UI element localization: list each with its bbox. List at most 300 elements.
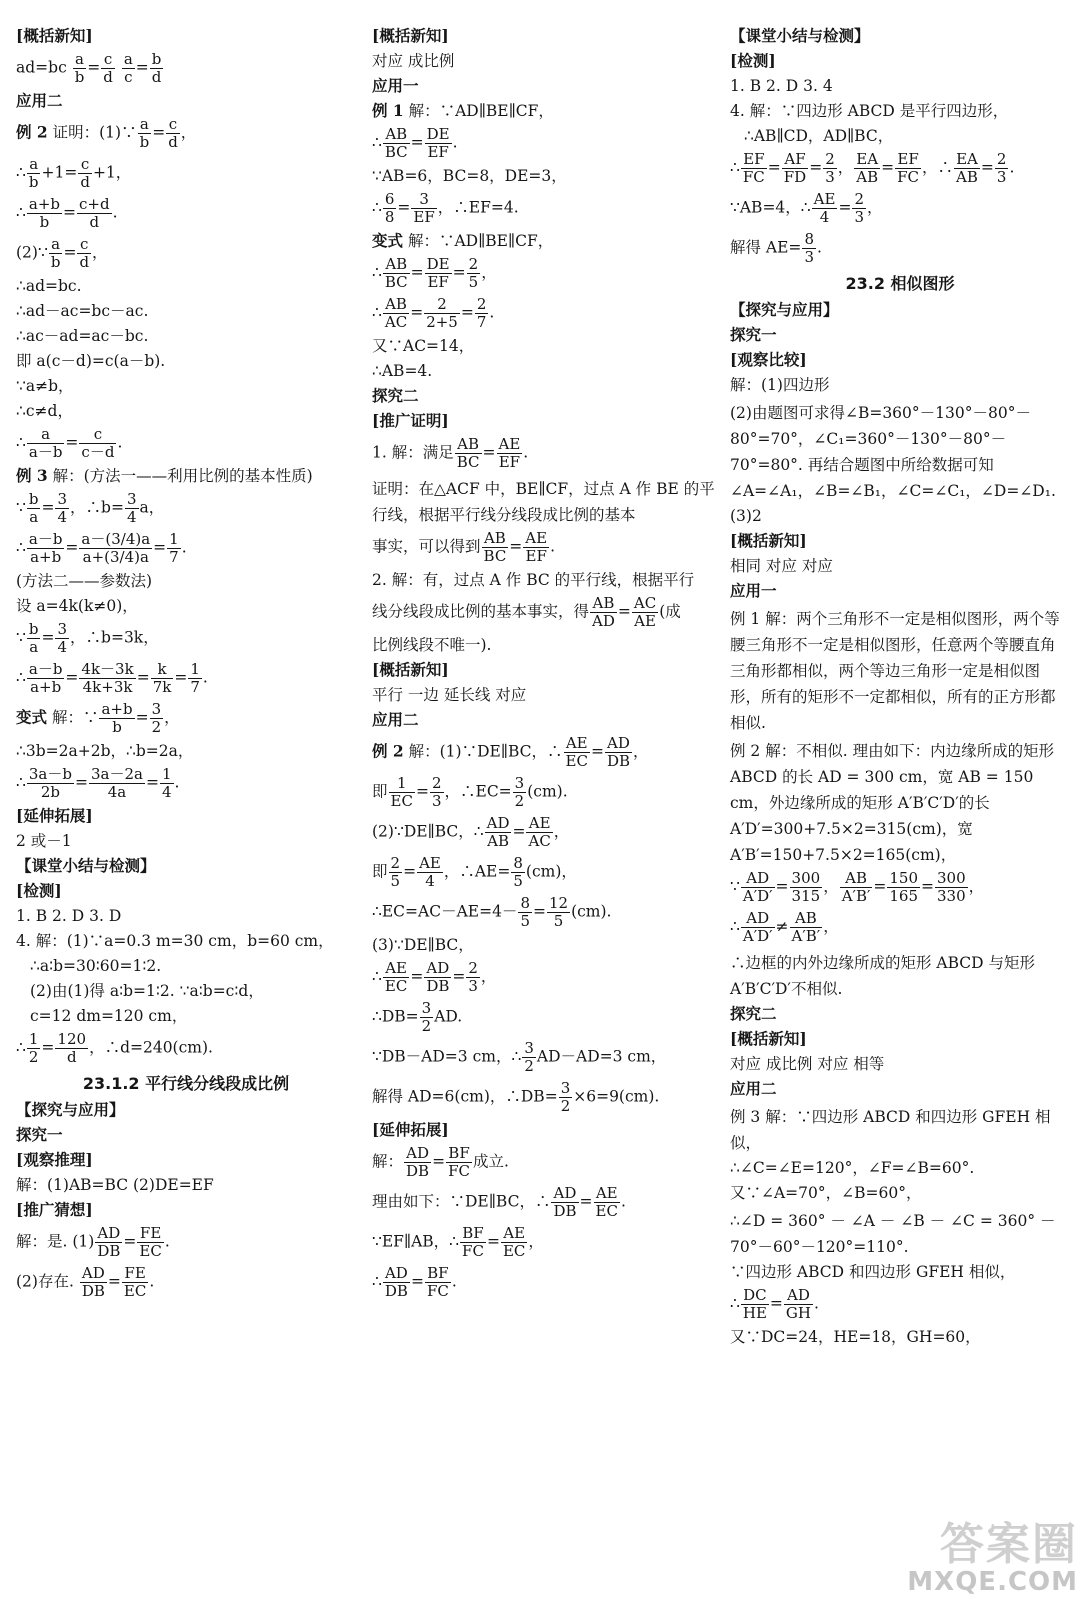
fraction-denominator: FC bbox=[462, 1242, 484, 1260]
text-run: . bbox=[816, 238, 822, 257]
math-line bbox=[372, 595, 717, 630]
fraction-denominator: b bbox=[50, 253, 61, 271]
fraction bbox=[55, 491, 69, 526]
fraction bbox=[138, 116, 152, 151]
math-line bbox=[372, 296, 717, 331]
text-paragraph: 证明：在△ACF 中，BE∥CF，过点 A 作 BE 的平行线，根据平行线分线段成比例的基本 bbox=[372, 480, 715, 524]
text-line: 4. 解：(1)∵a=0.3 m=30 cm，b=60 cm， bbox=[16, 932, 334, 950]
fraction-denominator: c bbox=[124, 68, 133, 86]
text-run: = bbox=[410, 133, 424, 152]
text-run: 解：∵AD∥BE∥CF， bbox=[403, 232, 554, 250]
fraction-denominator: 4 bbox=[819, 208, 830, 226]
fraction-numerator: AE bbox=[501, 1225, 527, 1243]
math-line bbox=[730, 151, 1070, 186]
fraction bbox=[383, 296, 409, 331]
text-run: . bbox=[1009, 158, 1015, 177]
text-line: 解：(1)AB=BC (2)DE=EF bbox=[16, 1176, 214, 1194]
fraction-numerator: EF bbox=[895, 151, 921, 169]
fraction-numerator: 300 bbox=[937, 869, 966, 887]
text-run: ，∴EC= bbox=[444, 782, 512, 801]
math-line bbox=[372, 1225, 717, 1260]
fraction-denominator: a－b bbox=[28, 443, 63, 461]
fraction-denominator: 4a bbox=[107, 783, 127, 801]
fraction bbox=[559, 1080, 573, 1115]
fraction bbox=[547, 895, 570, 930]
text-run: ∴ bbox=[372, 1272, 382, 1291]
text-run: = bbox=[512, 822, 526, 841]
fraction-numerator: AE bbox=[498, 435, 521, 453]
math-line bbox=[372, 256, 717, 291]
fraction-numerator: AD bbox=[741, 870, 775, 888]
text-run: = bbox=[881, 158, 895, 177]
fraction-numerator: 300 bbox=[791, 869, 821, 887]
fraction-denominator: d bbox=[80, 173, 90, 191]
fraction bbox=[27, 531, 65, 566]
section-heading: [概括新知] bbox=[730, 531, 807, 550]
fraction-numerator: k bbox=[151, 661, 174, 679]
fraction-numerator: AB bbox=[482, 530, 509, 548]
text-run: ∴ bbox=[16, 668, 26, 687]
text-line: 设 a=4k(k≠0)， bbox=[16, 597, 138, 615]
fraction-denominator: d bbox=[79, 253, 90, 271]
fraction bbox=[79, 661, 135, 696]
fraction-numerator: 3 bbox=[514, 774, 525, 792]
text-run: = bbox=[145, 773, 159, 792]
fraction-numerator: 8 bbox=[520, 894, 530, 912]
fraction-numerator: AE bbox=[419, 854, 441, 872]
text-run: = bbox=[509, 537, 523, 556]
fraction-numerator: c bbox=[77, 236, 91, 254]
fraction-denominator: 4 bbox=[161, 783, 172, 801]
text-run: = bbox=[65, 433, 79, 452]
fraction bbox=[594, 1185, 620, 1220]
fraction-denominator: 5 bbox=[468, 273, 479, 291]
math-line bbox=[730, 910, 1070, 945]
fraction bbox=[513, 775, 527, 810]
math-line bbox=[16, 1265, 356, 1300]
fraction-numerator: 120 bbox=[57, 1030, 87, 1048]
text-line: ∴c≠d， bbox=[16, 402, 73, 420]
text-run: = bbox=[767, 158, 781, 177]
fraction bbox=[417, 855, 443, 890]
fraction-numerator: EF bbox=[741, 151, 767, 169]
text-run: . bbox=[813, 1294, 819, 1313]
fraction-numerator: 1 bbox=[161, 765, 172, 783]
fraction bbox=[446, 1145, 472, 1180]
fraction-denominator: 5 bbox=[520, 912, 530, 930]
text-line: 对应 成比例 bbox=[372, 52, 455, 70]
text-run: (2)存在. bbox=[16, 1272, 79, 1291]
fraction-numerator: 3 bbox=[524, 1039, 534, 1057]
text-run: ∵ bbox=[16, 628, 26, 647]
math-line bbox=[16, 236, 356, 271]
fraction-numerator: 3a－2a bbox=[90, 765, 143, 783]
text-run: . bbox=[149, 1272, 155, 1291]
fraction bbox=[125, 491, 139, 526]
text-run: ∵DB－AD=3 cm，∴ bbox=[372, 1047, 522, 1066]
fraction bbox=[741, 870, 775, 905]
text-run: 即 bbox=[372, 862, 388, 881]
fraction-denominator: 2 bbox=[28, 1048, 39, 1066]
text-run: ，∴EF=4. bbox=[437, 198, 519, 217]
fraction-numerator: AD bbox=[486, 814, 510, 832]
fraction-numerator: DC bbox=[741, 1287, 769, 1305]
fraction-numerator: FE bbox=[137, 1225, 163, 1243]
text-line: (3)2 bbox=[730, 507, 762, 525]
text-run: = bbox=[590, 742, 604, 761]
fraction bbox=[80, 1265, 107, 1300]
math-line bbox=[16, 466, 356, 486]
text-run: ∴ bbox=[372, 263, 382, 282]
fraction bbox=[852, 191, 866, 226]
section-heading: [概括新知] bbox=[730, 1029, 807, 1048]
fraction-numerator: DE bbox=[426, 125, 450, 143]
text-run: ， bbox=[837, 158, 854, 177]
fraction-denominator: EC bbox=[502, 1242, 526, 1260]
section-heading: 探究二 bbox=[730, 1004, 777, 1023]
fraction bbox=[383, 256, 410, 291]
text-run: 解得 AD=6(cm)，∴DB= bbox=[372, 1087, 558, 1106]
fraction-denominator: 315 bbox=[791, 887, 821, 905]
fraction bbox=[840, 870, 873, 905]
fraction bbox=[79, 531, 152, 566]
text-line: 比例线段不唯一). bbox=[372, 636, 492, 654]
text-run: ∴ bbox=[730, 1294, 740, 1313]
section-heading: 应用一 bbox=[372, 76, 419, 95]
fraction-denominator: A′B′ bbox=[791, 927, 821, 945]
fraction-denominator: EC bbox=[565, 752, 588, 770]
fraction-numerator: a bbox=[27, 156, 41, 174]
text-line: ∴ac－ad=ac－bc. bbox=[16, 327, 149, 345]
fraction-denominator: EC bbox=[384, 977, 408, 995]
fraction-numerator: a+b bbox=[28, 195, 60, 213]
section-heading: 探究二 bbox=[372, 386, 419, 405]
fraction bbox=[150, 701, 164, 736]
fraction-numerator: 1 bbox=[190, 660, 200, 678]
column-right bbox=[730, 26, 1070, 1352]
section-heading: [观察比较] bbox=[730, 350, 807, 369]
text-run: = bbox=[775, 877, 789, 896]
text-run: ， bbox=[823, 877, 839, 896]
section-heading: 【课堂小结与检测】 bbox=[16, 856, 156, 875]
fraction bbox=[79, 426, 116, 461]
fraction-denominator: d bbox=[103, 68, 113, 86]
fraction-denominator: 4 bbox=[57, 508, 68, 526]
math-line bbox=[372, 895, 717, 930]
fraction-numerator: 2 bbox=[825, 150, 835, 168]
fraction bbox=[411, 191, 436, 226]
text-run: 解得 AE= bbox=[730, 238, 802, 257]
fraction-numerator: b bbox=[151, 50, 162, 68]
fraction bbox=[522, 1040, 536, 1075]
fraction bbox=[150, 51, 164, 86]
fraction-denominator: 2b bbox=[40, 783, 60, 801]
text-run: ad=bc bbox=[16, 58, 72, 77]
fraction-numerator: EA bbox=[854, 151, 880, 169]
fraction-denominator: 3 bbox=[854, 208, 864, 226]
section-heading: 探究一 bbox=[16, 1125, 63, 1144]
text-run: . bbox=[620, 1192, 626, 1211]
fraction-denominator: 7 bbox=[476, 313, 487, 331]
fraction-numerator: AE bbox=[526, 815, 552, 833]
fraction bbox=[27, 1031, 41, 1066]
fraction-numerator: AD bbox=[741, 910, 775, 928]
text-run: ， bbox=[528, 1232, 544, 1251]
fraction bbox=[518, 895, 532, 930]
text-run: = bbox=[452, 263, 466, 282]
fraction bbox=[27, 156, 41, 191]
text-run: = bbox=[410, 303, 424, 322]
fraction-numerator: 3 bbox=[126, 490, 137, 508]
text-run: = bbox=[482, 443, 496, 462]
fraction bbox=[27, 491, 41, 526]
fraction-denominator: 2 bbox=[560, 1097, 571, 1115]
fraction bbox=[551, 1185, 578, 1220]
math-line bbox=[372, 735, 717, 770]
text-run: +1， bbox=[92, 163, 132, 182]
fraction-numerator: 1 bbox=[28, 1030, 39, 1048]
fraction-denominator: d bbox=[168, 133, 178, 151]
text-run: . bbox=[452, 133, 458, 152]
text-run: . bbox=[112, 203, 118, 222]
text-line: 平行 一边 延长线 对应 bbox=[372, 686, 527, 704]
fraction bbox=[425, 1265, 451, 1300]
fraction-numerator: 2 bbox=[476, 295, 487, 313]
text-line: (方法二——参数法) bbox=[16, 572, 153, 590]
math-line bbox=[16, 491, 356, 526]
fraction-denominator: 330 bbox=[937, 887, 966, 905]
fraction-denominator: FC bbox=[448, 1162, 470, 1180]
text-run: 解：(方法一——利用比例的基本性质) bbox=[47, 467, 313, 485]
text-run: ∴ bbox=[16, 163, 26, 182]
fraction-denominator: AB bbox=[856, 168, 879, 186]
text-run: 解：(1)∵DE∥BC，∴ bbox=[403, 742, 563, 761]
text-run: = bbox=[769, 1294, 783, 1313]
math-line bbox=[372, 1080, 717, 1115]
fraction bbox=[455, 436, 482, 471]
text-run: = bbox=[579, 1192, 593, 1211]
text-run: ∴DB= bbox=[372, 1007, 419, 1026]
fraction-denominator: 4 bbox=[126, 508, 137, 526]
text-run: ∴EC=AC－AE=4－ bbox=[372, 902, 518, 921]
fraction-numerator: BF bbox=[460, 1225, 486, 1243]
text-line: 4. 解：∵四边形 ABCD 是平行四边形， bbox=[730, 102, 1009, 120]
text-run: 线分线段成比例的基本事实，得 bbox=[372, 602, 590, 621]
fraction-denominator: 165 bbox=[889, 887, 919, 905]
fraction-numerator: AC bbox=[633, 594, 657, 612]
fraction-numerator: a bbox=[49, 236, 63, 254]
fraction bbox=[741, 151, 767, 186]
fraction bbox=[526, 815, 552, 850]
fraction-denominator: DB bbox=[606, 752, 631, 770]
fraction-numerator: AF bbox=[782, 151, 808, 169]
fraction bbox=[188, 661, 202, 696]
fraction-denominator: FC bbox=[426, 1282, 449, 1300]
text-run: ∴ bbox=[16, 773, 26, 792]
math-line bbox=[730, 191, 1070, 226]
fraction bbox=[151, 661, 174, 696]
text-run: (2)∵ bbox=[16, 243, 48, 262]
fraction-numerator: AB bbox=[840, 870, 873, 888]
fraction-denominator: FC bbox=[742, 168, 765, 186]
fraction bbox=[425, 256, 452, 291]
fraction-denominator: 3 bbox=[804, 248, 814, 266]
fraction-numerator: AE bbox=[594, 1185, 620, 1203]
text-run: ≠ bbox=[775, 917, 789, 936]
fraction bbox=[497, 436, 523, 471]
fraction-numerator: AE bbox=[525, 529, 548, 547]
fraction-numerator: AB bbox=[383, 296, 409, 314]
fraction-denominator: b bbox=[112, 718, 122, 736]
text-paragraph: ∴∠D = 360° － ∠A － ∠B － ∠C = 360° － 70°－60°－120°=110°. bbox=[730, 1212, 1056, 1256]
text-run: ，∴d=240(cm). bbox=[89, 1038, 213, 1057]
text-run: 理由如下：∵DE∥BC，∴ bbox=[372, 1192, 551, 1211]
text-run: = bbox=[873, 877, 887, 896]
fraction-denominator: AC bbox=[384, 313, 408, 331]
text-run: ∴ bbox=[16, 538, 26, 557]
text-line: ∴∠C=∠E=120°，∠F=∠B=60°. bbox=[730, 1159, 975, 1177]
fraction-numerator: 3 bbox=[421, 999, 432, 1017]
fraction-denominator: b bbox=[139, 133, 150, 151]
math-line bbox=[16, 701, 356, 736]
math-line bbox=[16, 766, 356, 801]
math-line bbox=[16, 51, 356, 86]
fraction bbox=[89, 766, 145, 801]
fraction bbox=[383, 1265, 410, 1300]
fraction-numerator: 2 bbox=[854, 190, 864, 208]
text-run: = bbox=[41, 498, 55, 517]
section-title: 23.1.2 平行线分线段成比例 bbox=[82, 1074, 290, 1093]
fraction-numerator: 3 bbox=[411, 191, 436, 209]
text-run: (cm). bbox=[527, 782, 568, 801]
fraction-denominator: 2+5 bbox=[426, 313, 458, 331]
fraction-denominator: EC bbox=[595, 1202, 618, 1220]
section-heading: [延伸拓展] bbox=[372, 1120, 449, 1139]
fraction-numerator: a+b bbox=[101, 700, 133, 718]
fraction bbox=[389, 855, 403, 890]
text-run: = bbox=[74, 773, 88, 792]
fraction bbox=[137, 1225, 163, 1260]
example-label: 例 1 bbox=[372, 101, 404, 120]
fraction bbox=[122, 51, 135, 86]
text-line: 解：(1)四边形 bbox=[730, 376, 830, 394]
fraction-numerator: AE bbox=[564, 735, 590, 753]
text-line: 又∵DC=24，HE=18，GH=60， bbox=[730, 1328, 981, 1346]
text-run: = bbox=[921, 877, 935, 896]
math-line bbox=[372, 126, 717, 161]
fraction-numerator: a bbox=[123, 50, 133, 68]
text-run: AD. bbox=[434, 1007, 463, 1026]
math-line bbox=[372, 775, 717, 810]
text-run: ， bbox=[92, 243, 108, 262]
text-line: ∴a∶b=30∶60=1∶2. bbox=[30, 957, 162, 975]
section-heading: 探究一 bbox=[730, 325, 777, 344]
fraction bbox=[99, 701, 134, 736]
fraction bbox=[887, 870, 920, 905]
fraction bbox=[564, 735, 590, 770]
fraction-numerator: a－b bbox=[28, 660, 63, 678]
text-run: = bbox=[397, 198, 411, 217]
text-run: ∴ bbox=[372, 198, 382, 217]
fraction bbox=[632, 595, 658, 630]
text-run: = bbox=[403, 862, 417, 881]
fraction-numerator: c bbox=[166, 116, 180, 134]
section-heading: 【课堂小结与检测】 bbox=[730, 26, 870, 45]
text-run: = bbox=[415, 782, 429, 801]
text-run: = bbox=[135, 58, 149, 77]
fraction-denominator: A′D′ bbox=[742, 927, 773, 945]
fraction-denominator: 8 bbox=[384, 208, 395, 226]
text-run: ∵AB=4，∴ bbox=[730, 198, 811, 217]
fraction bbox=[741, 910, 775, 945]
text-paragraph: 例 1 解：两个三角形不一定是相似图形，两个等腰三角形不一定是相似图形，任意两个等腰直角三角形都相似，两个等边三角形一定是相似图形，所有的矩形不一定都相似，所有的正方形都相似. bbox=[730, 610, 1060, 732]
fraction bbox=[160, 766, 174, 801]
fraction-numerator: BF bbox=[446, 1145, 472, 1163]
math-line bbox=[372, 855, 717, 890]
fraction bbox=[27, 196, 62, 231]
fraction bbox=[383, 191, 397, 226]
fraction-denominator: 3 bbox=[996, 168, 1007, 186]
fraction-numerator: AD bbox=[551, 1185, 578, 1203]
text-run: ，∴b= bbox=[70, 498, 124, 517]
text-run: = bbox=[41, 628, 55, 647]
fraction bbox=[854, 151, 880, 186]
text-paragraph: ∴边框的内外边缘所成的矩形 ABCD 与矩形 A′B′C′D′不相似. bbox=[730, 954, 1036, 998]
fraction bbox=[77, 236, 91, 271]
text-line: ∵a≠b， bbox=[16, 377, 74, 395]
fraction-numerator: 1 bbox=[169, 530, 179, 548]
fraction-numerator: 4k－3k bbox=[81, 660, 134, 678]
fraction-numerator: AB bbox=[383, 126, 410, 144]
fraction-denominator: A′D′ bbox=[742, 887, 773, 905]
fraction-numerator: AE bbox=[383, 960, 409, 978]
text-run: = bbox=[410, 1272, 424, 1291]
fraction bbox=[605, 735, 632, 770]
fraction bbox=[466, 960, 480, 995]
fraction bbox=[467, 256, 481, 291]
text-run: ∴ bbox=[16, 433, 26, 452]
fraction-numerator: a bbox=[138, 116, 152, 134]
fraction-numerator: AB bbox=[383, 256, 410, 274]
text-paragraph: 例 3 解：∵四边形 ABCD 和四边形 GFEH 相似， bbox=[730, 1108, 1051, 1152]
fraction-denominator: 2 bbox=[514, 792, 525, 810]
text-run: 解：∵ bbox=[47, 708, 99, 727]
fraction-numerator: AD bbox=[404, 1145, 431, 1163]
text-run: = bbox=[410, 967, 424, 986]
text-run: ， bbox=[164, 708, 180, 727]
fraction bbox=[954, 151, 980, 186]
fraction bbox=[485, 815, 512, 850]
text-run: = bbox=[532, 902, 546, 921]
fraction-denominator: 7 bbox=[190, 678, 200, 696]
fraction-numerator: 8 bbox=[804, 230, 814, 248]
text-run: ∵ bbox=[16, 498, 26, 517]
fraction-numerator: c bbox=[78, 156, 92, 174]
text-run: = bbox=[87, 58, 101, 77]
fraction bbox=[430, 775, 444, 810]
fraction-numerator: b bbox=[28, 490, 39, 508]
text-run: . bbox=[117, 433, 123, 452]
fraction-numerator: EA bbox=[954, 151, 980, 169]
fraction bbox=[590, 595, 617, 630]
text-line: 1. B 2. D 3. D bbox=[16, 907, 122, 925]
text-run: 成立. bbox=[472, 1152, 509, 1171]
fraction bbox=[27, 766, 74, 801]
text-run: = bbox=[617, 602, 631, 621]
fraction bbox=[812, 191, 838, 226]
fraction bbox=[27, 661, 65, 696]
fraction-denominator: 2 bbox=[151, 718, 162, 736]
